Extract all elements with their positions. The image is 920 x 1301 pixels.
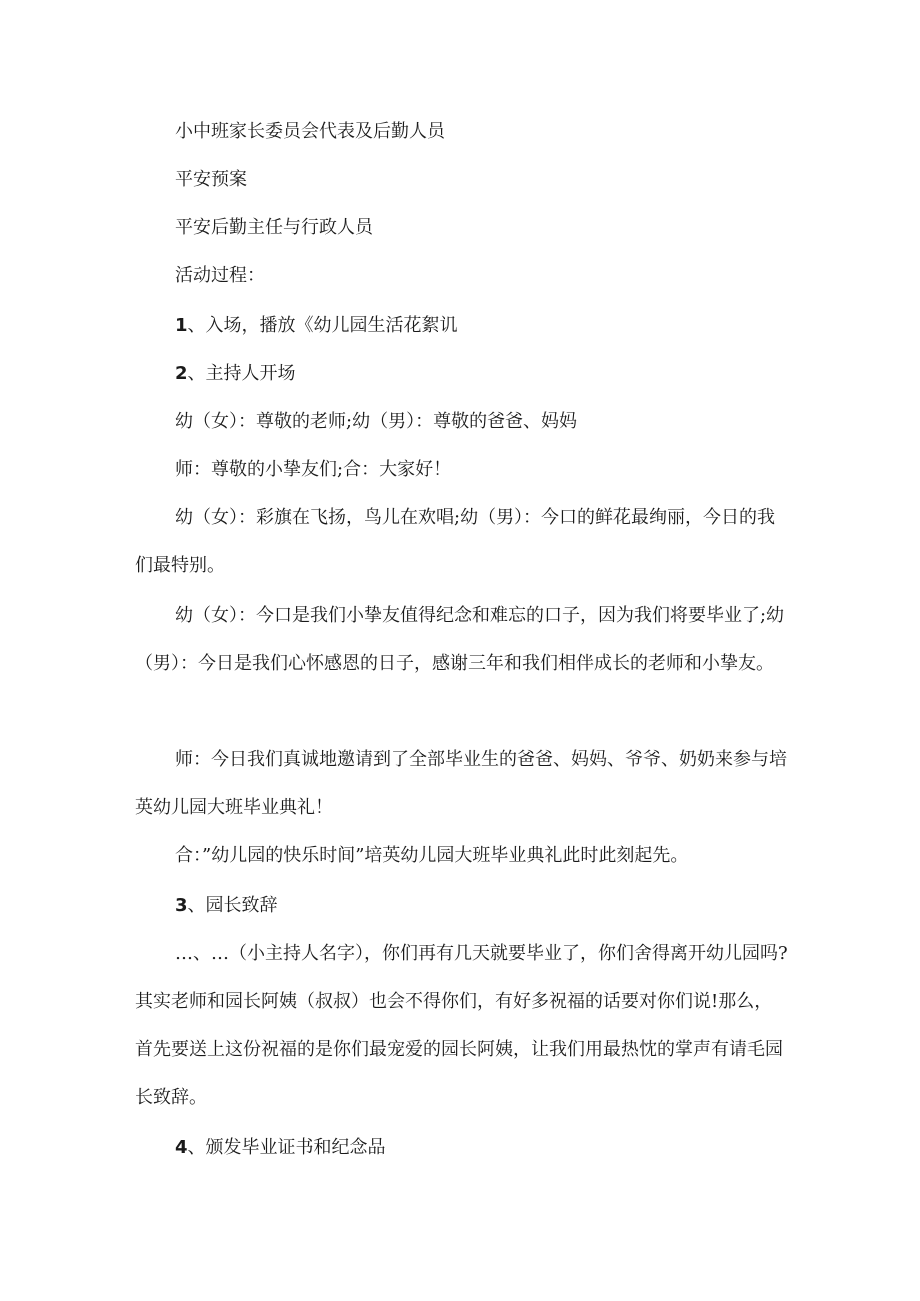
step-4 xyxy=(175,1124,790,1172)
step-4-number: 4 xyxy=(175,1137,188,1158)
dialogue-graduation-day: 幼（女）：今口是我们小挚友值得纪念和难忘的口子，因为我们将要毕业了;幼（男）：今日是我们心怀感恩的日子，感谢三年和我们相伴成长的老师和小挚友。 xyxy=(135,605,785,674)
line-parent-committee: 小中班家长委员会代表及后勤人员 xyxy=(175,121,445,142)
line-safety-staff: 平安后勤主任与行政人员 xyxy=(175,217,373,238)
step-4-text: 、颁发毕业证书和纪念品 xyxy=(187,1137,386,1158)
step-2 xyxy=(175,350,790,398)
step-3 xyxy=(175,882,790,930)
step-1-number: 1 xyxy=(175,315,188,336)
line-activity-process: 活动过程： xyxy=(175,265,265,286)
dialogue-greeting-2: 师：尊敬的小挚友们;合：大家好！ xyxy=(175,459,452,480)
principal-intro-paragraph: …、…（小主持人名字），你们再有几天就要毕业了，你们舍得离开幼儿园吗?其实老师和园长阿姨（叔叔）也会不得你们，有好多祝福的话要对你们说!那么，首先要送上这份祝福的是你们最宠爱的园长阿姨，让我们用最热忱的掌声有请毛园长致辞。 xyxy=(135,943,788,1108)
step-1-text: 、入场，播放《幼儿园生活花絮讥 xyxy=(187,315,458,336)
dialogue-invitation: 师：今日我们真诚地邀请到了全部毕业生的爸爸、妈妈、爷爷、奶奶来参与培英幼儿园大班毕业典礼！ xyxy=(135,749,787,818)
step-2-text: 、主持人开场 xyxy=(187,363,296,384)
step-3-number: 3 xyxy=(175,895,188,916)
dialogue-flags: 幼（女）：彩旗在飞扬，鸟儿在欢唱;幼（男）：今口的鲜花最绚丽，今日的我们最特别。 xyxy=(135,507,776,576)
dialogue-greeting-1: 幼（女）：尊敬的老师;幼（男）：尊敬的爸爸、妈妈 xyxy=(175,411,578,432)
line-safety-plan: 平安预案 xyxy=(175,169,247,190)
step-1 xyxy=(175,302,790,350)
step-2-number: 2 xyxy=(175,363,188,384)
step-3-text: 、园长致辞 xyxy=(187,895,278,916)
dialogue-ceremony-start: 合：”幼儿园的快乐时间”培英幼儿园大班毕业典礼此时此刻起先。 xyxy=(175,845,689,866)
